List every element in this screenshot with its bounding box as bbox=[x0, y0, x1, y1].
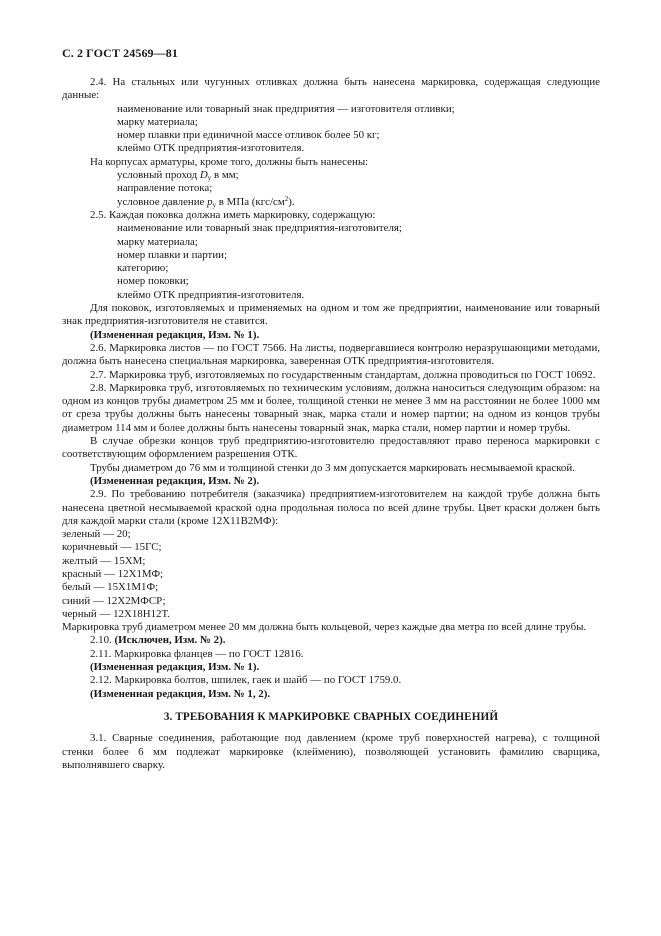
list-item: клеймо ОТК предприятия-изготовителя. bbox=[117, 142, 305, 155]
color-item: красный — 12Х1МФ; bbox=[62, 567, 164, 580]
list-item: марку материала; bbox=[117, 235, 198, 248]
list-item: условный проход $D_у$ в мм; bbox=[117, 169, 239, 183]
clause-2-12: 2.12. Маркировка болтов, шпилек, гаек и шайб — по ГОСТ 1759.0. bbox=[90, 674, 402, 687]
clause-2-11: 2.11. Маркировка фланцев — по ГОСТ 12816. bbox=[90, 647, 304, 660]
edition-note: (Измененная редакция, Изм. № 1). bbox=[90, 661, 260, 674]
clause-2-10: 2.10. (Исключен, Изм. № 2). bbox=[90, 634, 226, 647]
list-item: наименование или товарный знак предприятия — изготовителя отливки; bbox=[117, 102, 455, 115]
clause-2-9: 2.9. По требованию потребителя (заказчика) предприятием-изготовителем на каждой трубе должна быть нанесена цветной несмываемой краской одна продольная полоса по всей длине трубы. Цвет краски должен быть для каждой марки стали (кроме 12Х11В2МФ): bbox=[62, 488, 600, 527]
clause-note: Для поковок, изготовляемых и применяемых на одном и том же предприятии, наименование или товарный знак предприятия-изготовителя не ставится. bbox=[62, 302, 600, 328]
list-item: номер плавки при единичной массе отливок более 50 кг; bbox=[117, 129, 380, 142]
list-item: номер плавки и партии; bbox=[117, 248, 227, 261]
list-item: марку материала; bbox=[117, 115, 198, 128]
edition-note: (Измененная редакция, Изм. № 1, 2). bbox=[90, 687, 271, 700]
clause-note: Маркировка труб диаметром менее 20 мм должна быть кольцевой, через каждые два метра по всей длине трубы. bbox=[62, 621, 587, 634]
list-item: наименование или товарный знак предприятия-изготовителя; bbox=[117, 222, 402, 235]
color-item: коричневый — 15ГС; bbox=[62, 541, 162, 554]
clause-2-8: 2.8. Маркировка труб, изготовляемых по техническим условиям, должна наноситься следующим образом: на одном из концов трубы диаметром 25 мм и более, толщиной стенки не менее 3 мм на расстоянии не более 1000 мм от среза трубы должны быть нанесены товарный знак, марка стали и номер партии; на одном из концов трубы диаметром 114 мм и более должны быть нанесены товарный знак, марка стали, номер партии и номер трубы. bbox=[62, 381, 600, 434]
edition-note: (Измененная редакция, Изм. № 1). bbox=[90, 328, 260, 341]
color-item: белый — 15Х1М1Ф; bbox=[62, 581, 159, 594]
clause-2-7: 2.7. Маркировка труб, изготовляемых по государственным стандартам, должна проводиться по ГОСТ 10692. bbox=[90, 368, 596, 381]
color-item: зеленый — 20; bbox=[62, 528, 131, 541]
clause-2-4: 2.4. На стальных или чугунных отливках должна быть нанесена маркировка, содержащая следующие данные: bbox=[62, 76, 600, 102]
clause-note: Трубы диаметром до 76 мм и толщиной стенки до 3 мм допускается маркировать несмываемой краской. bbox=[90, 461, 575, 474]
list-item: клеймо ОТК предприятия-изготовителя. bbox=[117, 288, 305, 301]
color-item: черный — 12Х18Н12Т. bbox=[62, 607, 170, 620]
list-item: направление потока; bbox=[117, 182, 213, 195]
list-item: условное давление $p_у$ в МПа $(кгс/см^2)$. bbox=[117, 194, 295, 209]
clause-note: В случае обрезки концов труб предприятию-изготовителю предоставляют право переноса маркировки с соответствующим оформлением разрешения ОТК. bbox=[62, 435, 600, 461]
document-body bbox=[62, 76, 600, 772]
section-heading: 3. ТРЕБОВАНИЯ К МАРКИРОВКЕ СВАРНЫХ СОЕДИНЕНИЙ bbox=[163, 710, 499, 723]
color-item: синий — 12Х2МФСР; bbox=[62, 594, 166, 607]
list-item: категорию; bbox=[117, 262, 169, 275]
list-item: номер поковки; bbox=[117, 275, 189, 288]
armature-intro: На корпусах арматуры, кроме того, должны быть нанесены: bbox=[90, 155, 369, 168]
clause-2-6: 2.6. Маркировка листов — по ГОСТ 7566. На листы, подвергавшиеся контролю неразрушающими методами, должна быть нанесена специальная маркировка, заверенная ОТК предприятия-изготовителя. bbox=[62, 341, 600, 368]
clause-3-1: 3.1. Сварные соединения, работающие под давлением (кроме труб поверхностей нагрева), с толщиной стенки более 6 мм подлежат маркировке (клеймению), позволяющей установить фамилию сварщика, выполнявшего сварку. bbox=[62, 732, 600, 771]
color-item: желтый — 15ХМ; bbox=[62, 554, 146, 567]
clause-2-5: 2.5. Каждая поковка должна иметь маркировку, содержащую: bbox=[90, 208, 376, 221]
page-header: С. 2 ГОСТ 24569—81 bbox=[62, 46, 178, 60]
edition-note: (Измененная редакция, Изм. № 2). bbox=[90, 474, 260, 487]
